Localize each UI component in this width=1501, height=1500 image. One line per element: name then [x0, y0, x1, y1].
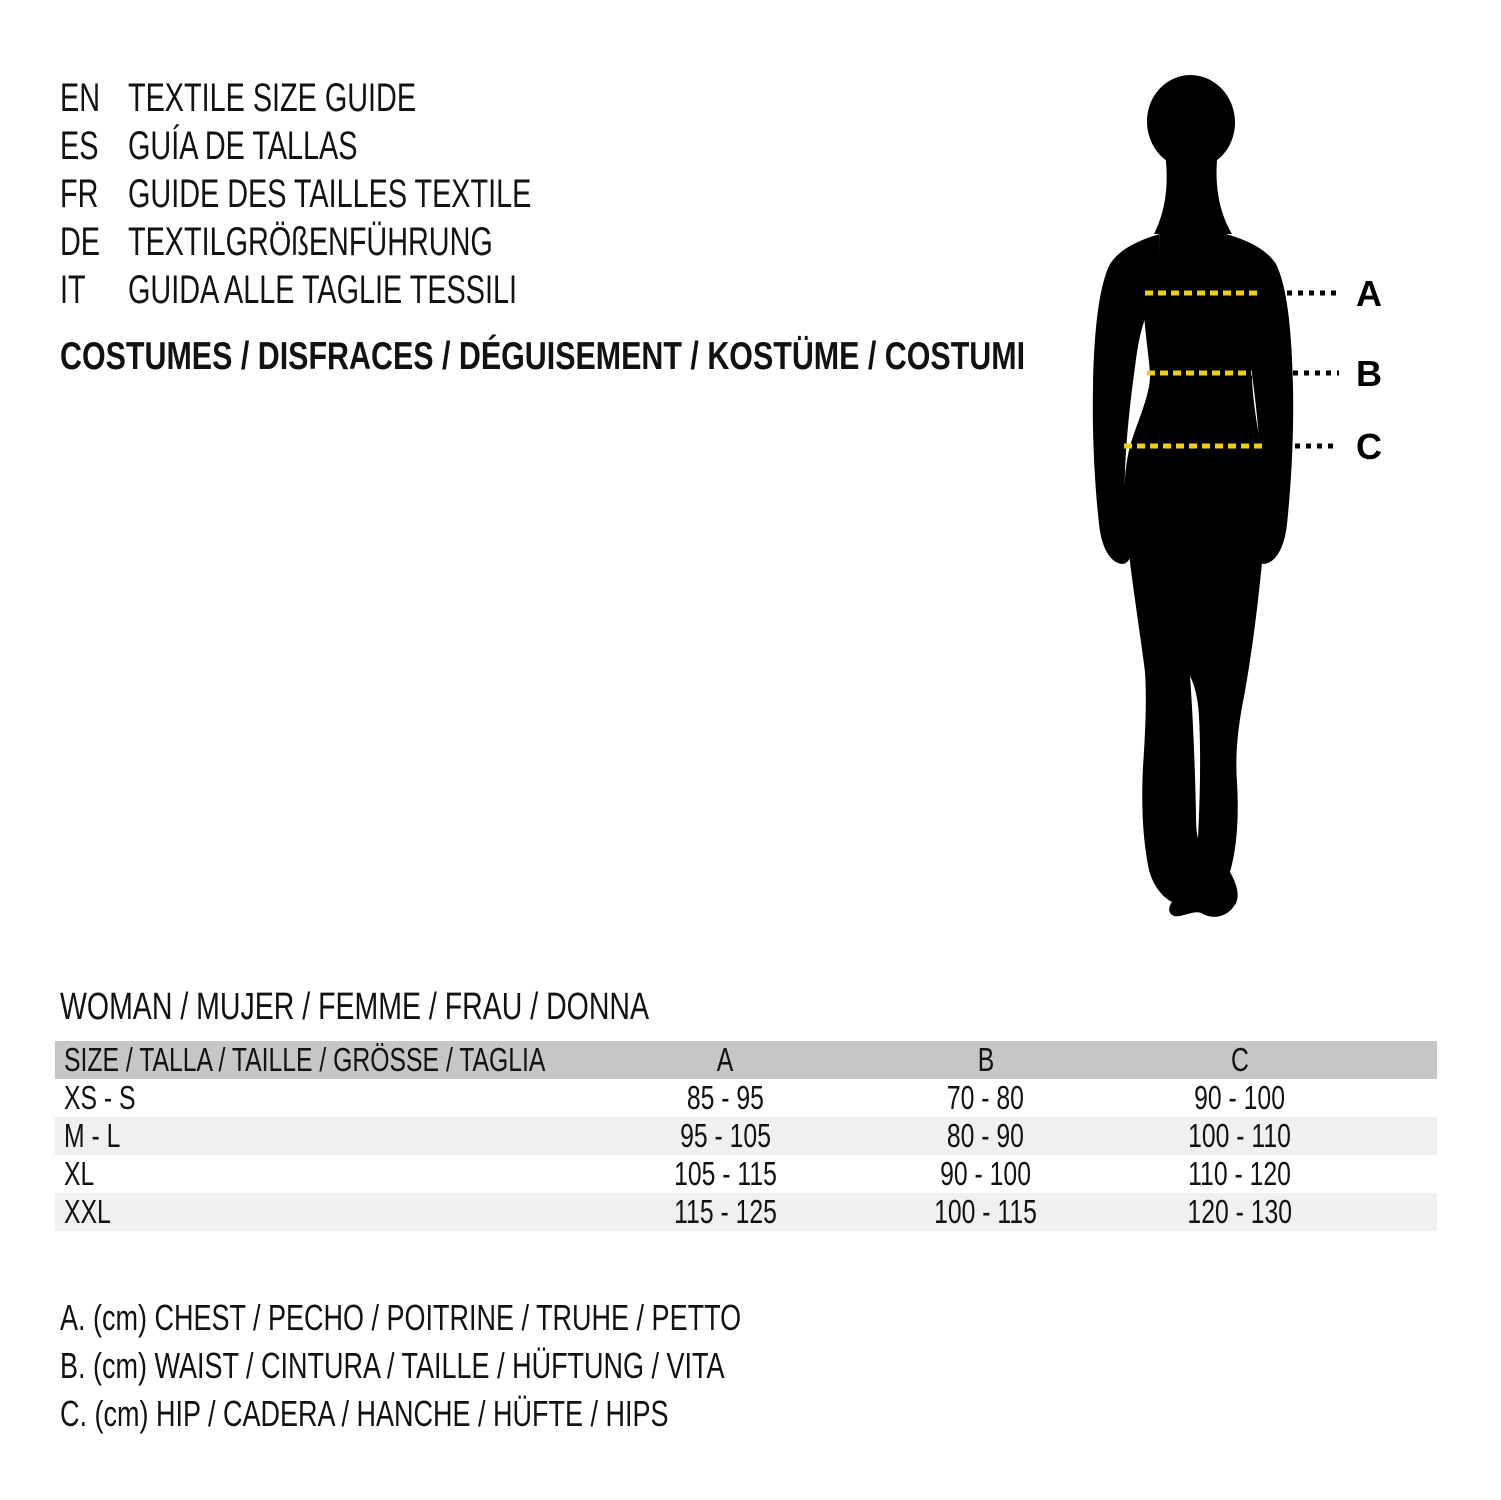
value-cell-a: 115 - 125 — [673, 1193, 777, 1230]
value-cell-b: 70 - 80 — [947, 1079, 1025, 1116]
language-code: DE — [60, 220, 101, 264]
language-code: ES — [60, 124, 99, 168]
legend-row-chest: A. (cm) CHEST / PECHO / POITRINE / TRUHE / PETTO — [60, 1297, 742, 1338]
language-code: EN — [60, 76, 101, 120]
column-header-a: A — [717, 1041, 734, 1078]
column-header-c: C — [1231, 1041, 1249, 1078]
table-row — [55, 1155, 1437, 1193]
value-cell-c: 90 - 100 — [1194, 1079, 1286, 1116]
size-cell: XXL — [64, 1193, 111, 1230]
language-title: TEXTILE SIZE GUIDE — [128, 76, 417, 120]
value-cell-a: 105 - 115 — [673, 1155, 777, 1192]
language-title: GUIDE DES TAILLES TEXTILE — [128, 172, 532, 216]
value-cell-a: 95 - 105 — [679, 1117, 771, 1154]
column-header-b: B — [977, 1041, 994, 1078]
size-table-header-row — [55, 1041, 1437, 1079]
size-cell: M - L — [64, 1117, 121, 1154]
size-cell: XL — [64, 1155, 95, 1192]
size-column-header: SIZE / TALLA / TAILLE / GRÖSSE / TAGLIA — [64, 1041, 546, 1078]
language-title: GUÍA DE TALLAS — [128, 124, 358, 168]
value-cell-b: 100 - 115 — [934, 1193, 1038, 1230]
measurement-legend — [60, 1294, 968, 1438]
value-cell-b: 90 - 100 — [940, 1155, 1032, 1192]
marker-label-b: B — [1356, 353, 1382, 394]
size-cell: XS - S — [64, 1079, 136, 1116]
table-row — [55, 1193, 1437, 1231]
legend-row-waist: B. (cm) WAIST / CINTURA / TAILLE / HÜFTUNG / VITA — [60, 1345, 725, 1386]
silhouette-torso-legs — [1124, 234, 1264, 917]
legend-row-hip: C. (cm) HIP / CADERA / HANCHE / HÜFTE / HIPS — [60, 1393, 669, 1434]
measurement-figure — [1080, 62, 1400, 952]
value-cell-b: 80 - 90 — [947, 1117, 1025, 1154]
language-title: TEXTILGRÖßENFÜHRUNG — [128, 220, 493, 264]
silhouette-head — [1143, 71, 1239, 172]
table-row — [55, 1117, 1437, 1155]
marker-label-a: A — [1356, 273, 1382, 314]
language-code: IT — [60, 268, 86, 312]
table-row — [55, 1079, 1437, 1117]
marker-label-c: C — [1356, 426, 1382, 467]
value-cell-c: 120 - 130 — [1187, 1193, 1293, 1230]
value-cell-c: 100 - 110 — [1188, 1117, 1292, 1154]
group-heading: WOMAN / MUJER / FEMME / FRAU / DONNA — [60, 986, 649, 1028]
language-title: GUIDA ALLE TAGLIE TESSILI — [128, 268, 517, 312]
value-cell-a: 85 - 95 — [686, 1079, 764, 1116]
size-table — [55, 1041, 1437, 1231]
language-code: FR — [60, 172, 99, 216]
value-cell-c: 110 - 120 — [1188, 1155, 1292, 1192]
category-heading: COSTUMES / DISFRACES / DÉGUISEMENT / KOSTÜME / COSTUMI — [60, 335, 1026, 378]
